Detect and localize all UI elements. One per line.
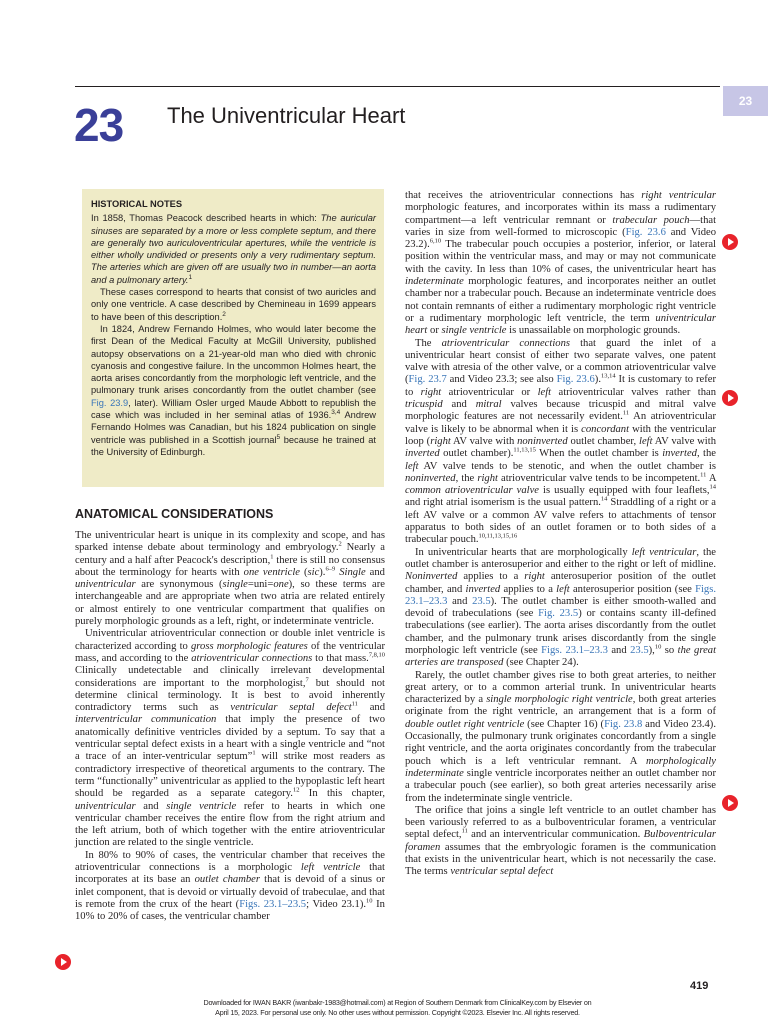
figure-link[interactable]: Fig. 23.8 xyxy=(604,718,643,730)
video-play-icon[interactable] xyxy=(722,234,738,250)
page-number: 419 xyxy=(690,980,709,992)
body-paragraph: The univentricular heart is unique in its complexity and scope, and has sparked intense debate about terminology and embryology.$^2$ Nearly a century and a half after Peacock's description,$^1$ there is still no consensus about the terminology for hearts with one ventricle (sic).$^{6-9}$ Single and univentricular are synonymous (single=uni=one), so these terms are interchangeable and are appropriate when two atria are related entirely or almost entirely to one ventricular compartment that qualifies on purely morphologic grounds as a left, right, or indeterminate ventricle. xyxy=(75,530,385,628)
body-paragraph: In univentricular hearts that are morphologically left ventricular, the outlet chamber is anterosuperior and either to the right or left of midline. Noninverted applies to a right anterosuperior position of the outlet chamber, and inverted applies to a left anterosuperior position (see Figs. 23.1–23.3 and 23.5). The outlet chamber is either smooth-walled and devoid of trabeculations (see Fig. 23.5) or contains scanty ill-defined trabeculations (see earlier). The aorta arises discordantly from the outlet chamber, and the pulmonary trunk arises discordantly from the single morphologic left ventricle (see Figs. 23.1–23.3 and 23.5),$^{10}$ so the great arteries are transposed (see Chapter 24). xyxy=(405,546,717,669)
download-footer xyxy=(75,998,720,1018)
section-heading: ANATOMICAL CONSIDERATIONS xyxy=(75,507,274,521)
body-paragraph: that receives the atrioventricular connections has right ventricular morphologic features, and incorporates within its mass a rudimentary compartment—a left ventricular remnant or trabecular pouch—that varies in size from well-formed to microscopic (Fig. 23.6 and Video 23.2).$^{6,10}$ The trabecular pouch occupies a posterior, inferior, or lateral position within the ventricular mass, and may or may not communicate with the cavity. In less than 10% of cases, the univentricular heart has indeterminate morphologic features, and incorporates neither an outlet chamber nor a trabecular pouch. Because an indeterminate ventricle does not contain remnants of either a rudimentary morphologic right ventricle or a rudimentary morphologic left ventricle, the term univentricular heart or single ventricle is unassailable on morphologic grounds. xyxy=(405,190,717,337)
figure-link[interactable]: Figs. 23.1–23.3 xyxy=(541,644,608,656)
chapter-tab[interactable]: 23 xyxy=(723,86,768,116)
figure-link[interactable]: Figs. 23.1–23.3 xyxy=(405,583,716,607)
footer-line: April 15, 2023. For personal use only. No other uses without permission. Copyright ©2023. Elsevier Inc. All rights reserved. xyxy=(215,1008,580,1017)
body-paragraph: The orifice that joins a single left ventricle to an outlet chamber has been variously referred to as a bulboventricular foramen, a ventricular septal defect,$^{11}$ and an interventricular communication. Bulboventricular foramen assumes that the embryologic foramen is the communication that exists in the univentricular heart, which is not necessarily the case. The terms ventricular septal defect xyxy=(405,804,716,878)
figure-link[interactable]: 23.5 xyxy=(472,595,491,607)
video-play-icon[interactable] xyxy=(55,954,71,970)
header-rule xyxy=(75,86,720,87)
chapter-number: 23 xyxy=(74,99,124,151)
video-play-icon[interactable] xyxy=(722,795,738,811)
figure-link[interactable]: 23.5 xyxy=(630,644,649,656)
right-column xyxy=(405,190,716,879)
left-column xyxy=(75,530,385,924)
figure-link[interactable]: Fig. 23.7 xyxy=(408,374,447,386)
body-paragraph: Univentricular atrioventricular connection or double inlet ventricle is characterized according to gross morphologic features of the ventricular mass, and according to the atrioventricular connections to that mass.$^{7,8,10}$ Clinically undetectable and clinically irrelevant developmental considerations are important to the morphologist,$^7$ but should not determine clinical terminology. It is best to avoid inherently contradictory terms such as ventricular septal defect$^{11}$ and interventricular communication that imply the presence of two anatomically definitive ventricles divided by a septum. To say that a ventricular septal defect exists in a heart with a single ventricle and “not a trace of an inter-ventricular septum”$^1$ will strike most readers as contradictory irrespective of theoretical arguments to the contrary. The term “functionally” univentricular as applied to the hypoplastic left heart should be regarded as a separate category.$^{12}$ In this chapter, univentricular and single ventricle refer to hearts in which one ventricular chamber receives the entire flow from the right atrium and the left atrium, both of which together with the entire atrioventricular junction are related to the single ventricle. xyxy=(75,628,386,849)
historical-notes-heading: HISTORICAL NOTES xyxy=(91,199,183,209)
footer-line: Downloaded for IWAN BAKR (iwanbakr-1983@hotmail.com) at Region of Southern Denmark from ClinicalKey.com by Elsevier on xyxy=(203,998,592,1007)
chapter-title: The Univentricular Heart xyxy=(167,103,406,128)
body-paragraph: In 80% to 90% of cases, the ventricular chamber that receives the atrioventricular connections is a morphologic left ventricle that incorporates at its base an outlet chamber that is devoid of a sinus or inlet component, that is devoid or virtually devoid of trabeculae, and that is remote from the crux of the heart (Figs. 23.1–23.5; Video 23.1).$^{10}$ In 10% to 20% of cases, the ventricular chamber xyxy=(75,849,386,923)
body-paragraph: The atrioventricular connections that guard the inlet of a univentricular heart consist of either two separate valves, one patent valve with atresia of the other valve, or a common atrioventricular valve (Fig. 23.7 and Video 23.3; see also Fig. 23.6).$^{13,14}$ It is customary to refer to right atrioventricular or left atrioventricular valves rather than tricuspid and mitral valves because tricuspid and mitral valve morphologic features are not necessarily evident.$^{11}$ An atrioventricular valve is likely to be abnormal when it is concordant with the ventricular loop (right AV valve with noninverted outlet chamber, left AV valve with inverted outlet chamber).$^{11,13,15}$ When the outlet chamber is inverted, the left AV valve tends to be stenotic, and when the outlet chamber is noninverted, the right atrioventricular valve tends to be incompetent.$^{11}$ A common atrioventricular valve is usually equipped with four leaflets,$^{14}$ and right atrial isomerism is the usual pattern.$^{14}$ Straddling of a right or a left AV valve or a common AV valve refers to attachments of tensor apparatus to both sides of an outlet foramen or to both sides of a trabecular pouch.$^{10,11,13,15,16}$ xyxy=(405,337,717,546)
historical-paragraph: In 1858, Thomas Peacock described hearts in which: The auricular sinuses are separated by a more or less complete septum, and there are generally two auriculoventricular apertures, while the ventricle is either wholly undivided or presents only a very rudimentary septum. The arteries which are given off are usually two in number—an aorta and a pulmonary artery.$^1$ xyxy=(91,213,376,285)
figure-link[interactable]: Fig. 23.6 xyxy=(556,374,595,386)
body-paragraph: Rarely, the outlet chamber gives rise to both great arteries, to neither great artery, or to a common arterial trunk. In univentricular hearts characterized by a single morphologic right ventricle, both great arteries originate from the right ventricle, an arrangement that is a form of double outlet right ventricle (see Chapter 16) (Fig. 23.8 and Video 23.4). Occasionally, the pulmonary trunk originates concordantly from a single right ventricle, and the aorta originates concordantly from the trabecular pouch which is a left ventricular remnant. A morphologically indeterminate single ventricle incorporates neither an outlet chamber nor a trabecular pouch (see earlier), so both great arteries necessarily arise from the indeterminate single ventricle. xyxy=(405,669,716,804)
figure-link[interactable]: Fig. 23.6 xyxy=(625,226,666,238)
video-play-icon[interactable] xyxy=(722,390,738,406)
historical-paragraph: These cases correspond to hearts that consist of two auricles and only one ventricle. A case described by Chemineau in 1699 appears to have been of this description.$^2$ xyxy=(91,287,376,322)
figure-link[interactable]: Fig. 23.9 xyxy=(91,397,129,408)
figure-link[interactable]: Fig. 23.5 xyxy=(538,608,579,620)
historical-paragraph: In 1824, Andrew Fernando Holmes, who would later become the first Dean of the Medical Faculty at McGill University, published autopsy observations on a 21-year-old man who died with chronic cyanosis and congestive failure. In the uncommon Holmes heart, the aorta arises concordantly from the morphologic left ventricle, and the pulmonary trunk arises concordantly from the outlet chamber (see Fig. 23.9, later). William Osler urged Maude Abbott to republish the case which was included in her seminal atlas of 1936.$^{3,4}$ Andrew Fernando Holmes was Canadian, but his 1824 publication on single ventricle was published in a Scottish journal$^5$ because he trained at the University of Edinburgh. xyxy=(91,323,377,457)
historical-notes-box xyxy=(82,189,384,487)
figure-link[interactable]: Figs. 23.1–23.5 xyxy=(239,898,307,910)
